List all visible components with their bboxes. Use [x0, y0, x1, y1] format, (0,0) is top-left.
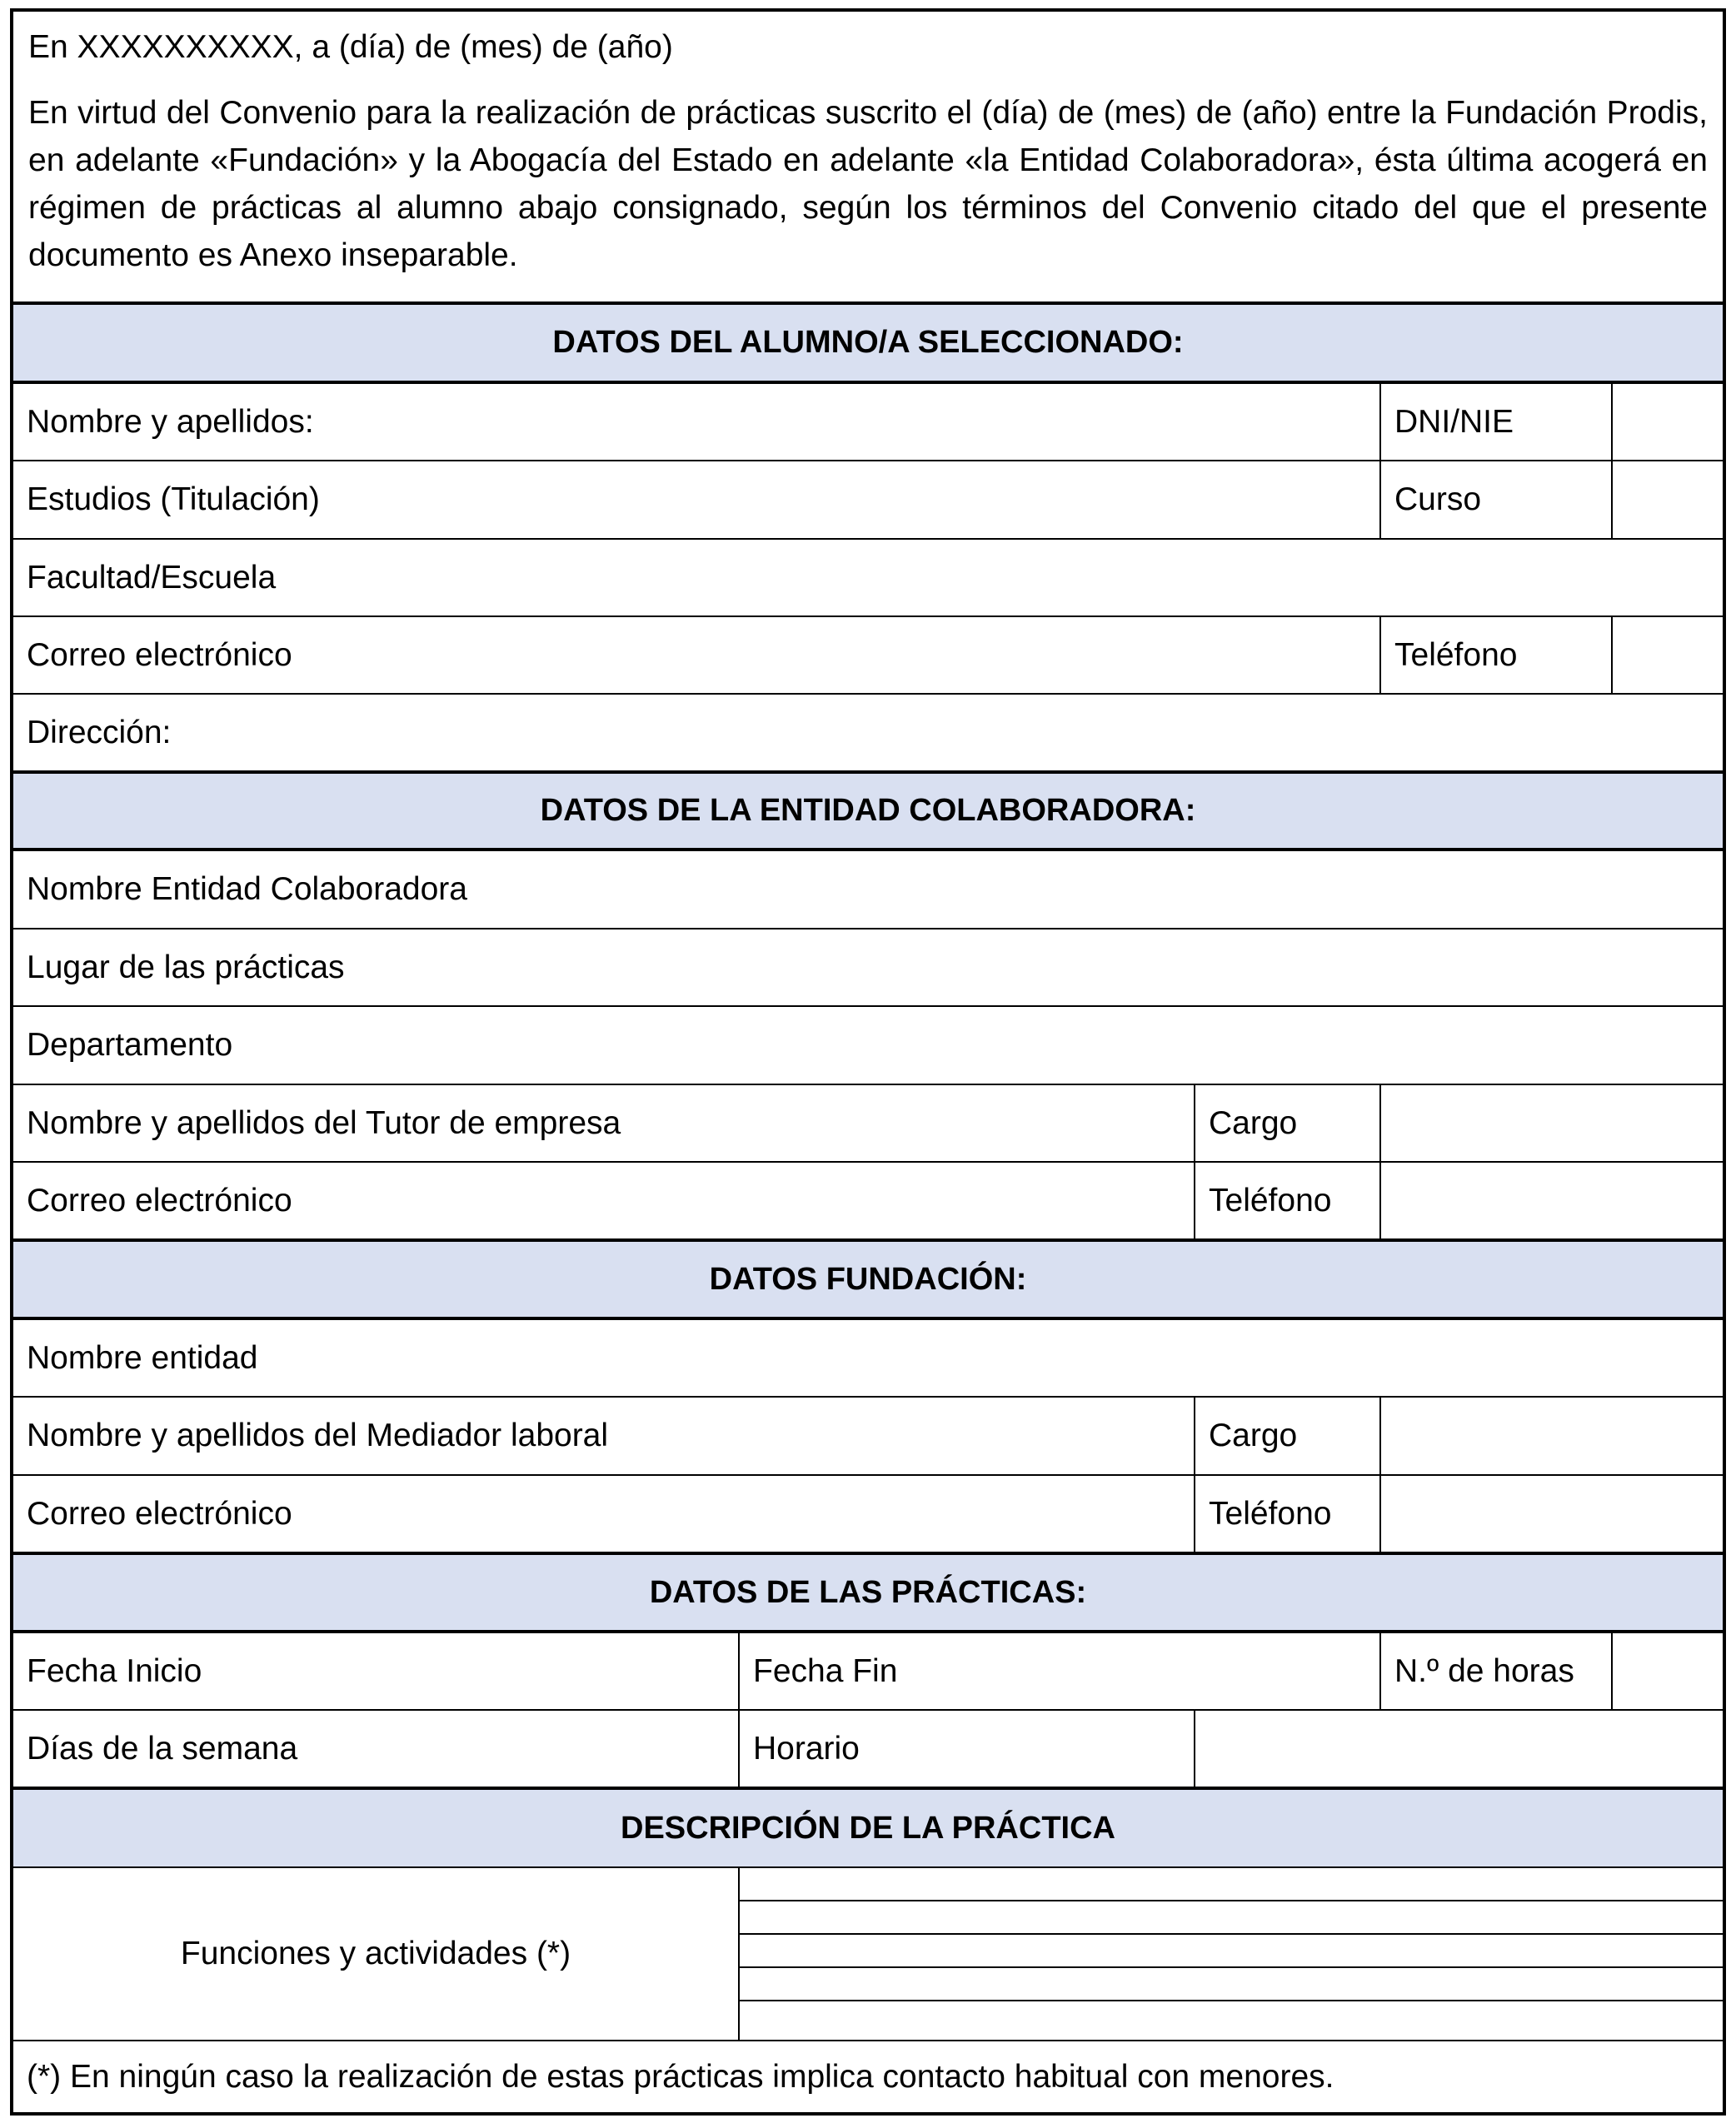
alumno-telefono-field[interactable] [1611, 617, 1723, 693]
entidad-header-title: DATOS DE LA ENTIDAD COLABORADORA: [13, 774, 1723, 848]
entidad-row-correo [13, 1163, 1723, 1242]
intro-paragraph: En virtud del Convenio para la realización de prácticas suscrito el (día) de (mes) de (año) entre la Fundación Prodis, en adelante «Fundación» y la Abogacía del Estado en adelante «la Entidad Colaboradora», ésta última acogerá en régimen de prácticas al alumno abajo consignado, según los términos del Convenio citado del que el presente documento es Anexo inseparable. [28, 95, 1708, 273]
fundacion-correo-label: Correo electrónico [27, 1495, 292, 1532]
fundacion-cargo-field[interactable] [1379, 1398, 1723, 1474]
funciones-line-1 [740, 1900, 1723, 1901]
funciones-line-3 [740, 1966, 1723, 1968]
fundacion-row-mediador [13, 1398, 1723, 1476]
alumno-nombre-label: Nombre y apellidos: [27, 403, 314, 440]
practicas-horario-label: Horario [738, 1711, 1194, 1787]
practicas-horas-field[interactable] [1611, 1633, 1723, 1709]
entidad-row-nombre [13, 851, 1723, 929]
entidad-telefono-label: Teléfono [1194, 1163, 1379, 1238]
alumno-curso-label: Curso [1379, 461, 1611, 538]
fundacion-cargo-label: Cargo [1194, 1398, 1379, 1474]
alumno-row-nombre [13, 384, 1723, 461]
descripcion-header-title: DESCRIPCIÓN DE LA PRÁCTICA [13, 1790, 1723, 1866]
descripcion-row-funciones [13, 1868, 1723, 2041]
alumno-estudios-label: Estudios (Titulación) [27, 481, 320, 517]
alumno-direccion-label: Dirección: [27, 714, 172, 750]
entidad-section-header [13, 774, 1723, 851]
practicas-fecha-fin-label: Fecha Fin [738, 1633, 1379, 1709]
descripcion-funciones-label: Funciones y actividades (*) [180, 1936, 571, 1971]
practicas-dias-label: Días de la semana [27, 1730, 298, 1767]
funciones-line-4 [740, 2000, 1723, 2001]
entidad-nombre-label: Nombre Entidad Colaboradora [27, 871, 467, 907]
fundacion-row-nombre [13, 1320, 1723, 1398]
alumno-row-estudios [13, 461, 1723, 540]
fundacion-telefono-field[interactable] [1379, 1476, 1723, 1552]
practicas-horas-label: N.º de horas [1379, 1633, 1611, 1709]
fundacion-row-correo [13, 1476, 1723, 1555]
footnote-row [13, 2041, 1723, 2112]
entidad-row-tutor [13, 1085, 1723, 1163]
alumno-row-correo [13, 617, 1723, 695]
entidad-telefono-field[interactable] [1379, 1163, 1723, 1238]
entidad-lugar-label: Lugar de las prácticas [27, 949, 345, 985]
alumno-facultad-label: Facultad/Escuela [27, 559, 277, 596]
alumno-dni-label: DNI/NIE [1379, 384, 1611, 460]
practicas-fecha-inicio-label: Fecha Inicio [27, 1652, 202, 1689]
entidad-row-lugar [13, 929, 1723, 1007]
date-line: En XXXXXXXXXX, a (día) de (mes) de (año) [28, 29, 673, 65]
practicas-section-header [13, 1555, 1723, 1633]
alumno-row-facultad [13, 540, 1723, 617]
alumno-header-title: DATOS DEL ALUMNO/A SELECCIONADO: [13, 305, 1723, 381]
entidad-cargo-field[interactable] [1379, 1085, 1723, 1161]
descripcion-funciones-lines[interactable] [738, 1868, 1723, 2040]
funciones-line-2 [740, 1933, 1723, 1935]
alumno-telefono-label: Teléfono [1379, 617, 1611, 693]
practicas-horario-field[interactable] [1194, 1711, 1723, 1787]
fundacion-section-header [13, 1242, 1723, 1320]
fundacion-mediador-label: Nombre y apellidos del Mediador laboral [27, 1418, 609, 1453]
alumno-dni-field[interactable] [1611, 384, 1723, 460]
entidad-correo-label: Correo electrónico [27, 1182, 292, 1218]
fundacion-nombre-label: Nombre entidad [27, 1339, 258, 1376]
entidad-departamento-label: Departamento [27, 1027, 233, 1063]
practicas-row-fechas [13, 1633, 1723, 1711]
practicas-header-title: DATOS DE LAS PRÁCTICAS: [13, 1555, 1723, 1630]
entidad-tutor-label: Nombre y apellidos del Tutor de empresa [27, 1104, 621, 1141]
entidad-row-departamento [13, 1007, 1723, 1085]
fundacion-header-title: DATOS FUNDACIÓN: [13, 1242, 1723, 1317]
fundacion-telefono-label: Teléfono [1194, 1476, 1379, 1552]
footnote-text: (*) En ningún caso la realización de estas prácticas implica contacto habitual con menores. [27, 2058, 1334, 2095]
intro-section [13, 12, 1723, 305]
alumno-section-header [13, 305, 1723, 384]
alumno-correo-label: Correo electrónico [27, 636, 292, 673]
entidad-cargo-label: Cargo [1194, 1085, 1379, 1161]
alumno-curso-field[interactable] [1611, 461, 1723, 538]
practicas-row-dias [13, 1711, 1723, 1790]
alumno-row-direccion [13, 695, 1723, 774]
practicas-annex-form [10, 8, 1726, 2116]
descripcion-section-header [13, 1790, 1723, 1868]
